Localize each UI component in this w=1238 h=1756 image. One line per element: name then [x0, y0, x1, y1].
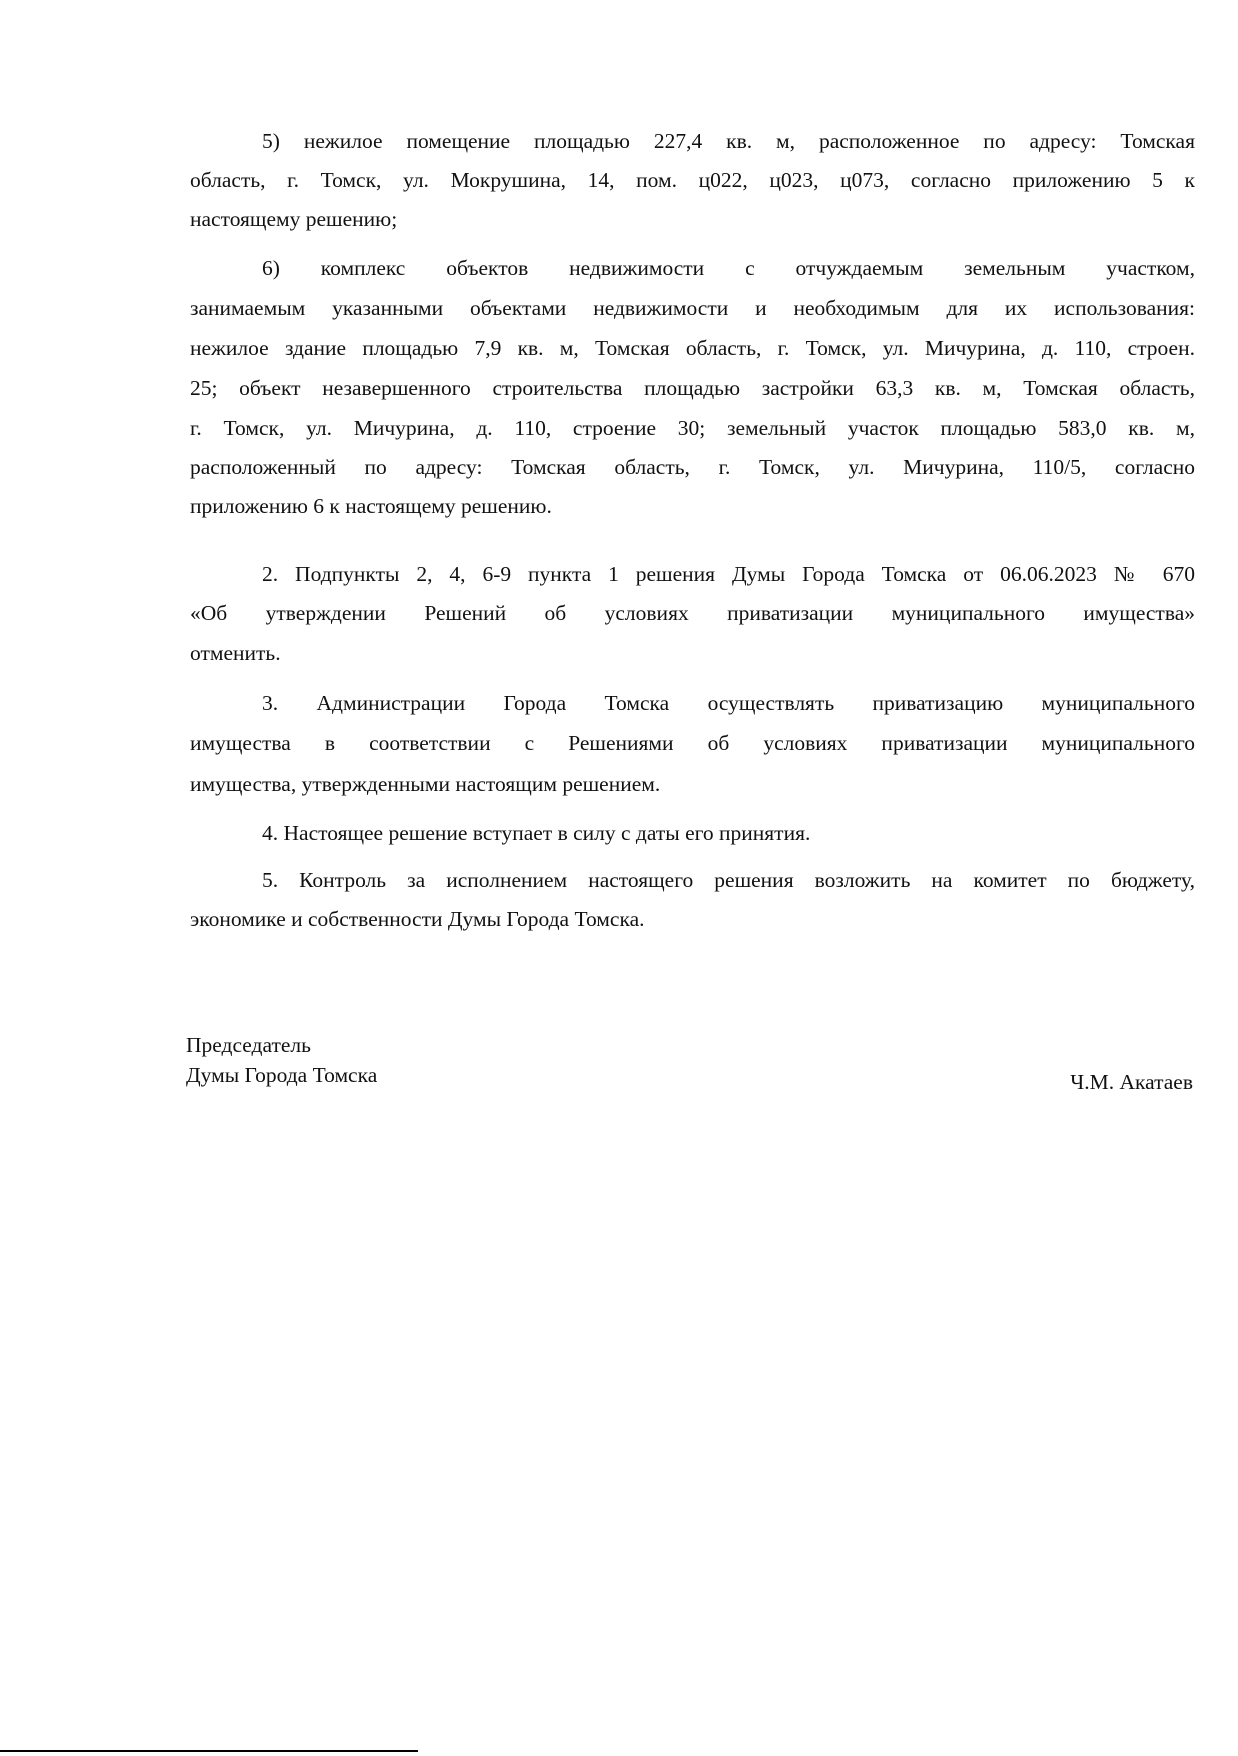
- item-2-line: отменить.: [190, 641, 281, 665]
- paragraph-6-line: нежилое здание площадью 7,9 кв. м, Томская область, г. Томск, ул. Мичурина, д. 110, строен.: [190, 336, 1195, 360]
- paragraph-6-line: приложению 6 к настоящему решению.: [190, 494, 552, 518]
- signatory-title-line1: Председатель: [186, 1033, 311, 1057]
- paragraph-6-line: г. Томск, ул. Мичурина, д. 110, строение 30; земельный участок площадью 583,0 кв. м,: [190, 416, 1195, 440]
- signatory-title-line2: Думы Города Томска: [186, 1063, 378, 1087]
- signatory-title: [186, 1030, 377, 1090]
- paragraph-6-line: 6) комплекс объектов недвижимости с отчуждаемым земельным участком,: [262, 256, 1195, 280]
- item-2-line: «Об утверждении Решений об условиях приватизации муниципального имущества»: [190, 601, 1195, 625]
- paragraph-5-line: настоящему решению;: [190, 207, 398, 231]
- item-3-line: 3. Администрации Города Томска осуществлять приватизацию муниципального: [262, 691, 1195, 715]
- item-3-line: имущества в соответствии с Решениями об условиях приватизации муниципального: [190, 731, 1195, 755]
- paragraph-6-line: занимаемым указанными объектами недвижимости и необходимым для их использования:: [190, 296, 1195, 320]
- signatory-name: Ч.М. Акатаев: [1070, 1070, 1193, 1094]
- item-3-line: имущества, утвержденными настоящим решением.: [190, 772, 661, 796]
- paragraph-6-line: расположенный по адресу: Томская область, г. Томск, ул. Мичурина, 110/5, согласно: [190, 455, 1195, 479]
- item-5-line: экономике и собственности Думы Города Томска.: [190, 907, 645, 931]
- paragraph-5-line: область, г. Томск, ул. Мокрушина, 14, пом. ц022, ц023, ц073, согласно приложению 5 к: [190, 168, 1195, 192]
- paragraph-5-line: 5) нежилое помещение площадью 227,4 кв. м, расположенное по адресу: Томская: [262, 129, 1195, 153]
- item-5-line: 5. Контроль за исполнением настоящего решения возложить на комитет по бюджету,: [262, 868, 1195, 892]
- item-4-line: 4. Настоящее решение вступает в силу с даты его принятия.: [262, 821, 811, 845]
- footer-rule: [0, 1750, 418, 1752]
- item-2-line: 2. Подпункты 2, 4, 6-9 пункта 1 решения Думы Города Томска от 06.06.2023 № 670: [262, 562, 1195, 586]
- paragraph-6-line: 25; объект незавершенного строительства площадью застройки 63,3 кв. м, Томская область,: [190, 376, 1195, 400]
